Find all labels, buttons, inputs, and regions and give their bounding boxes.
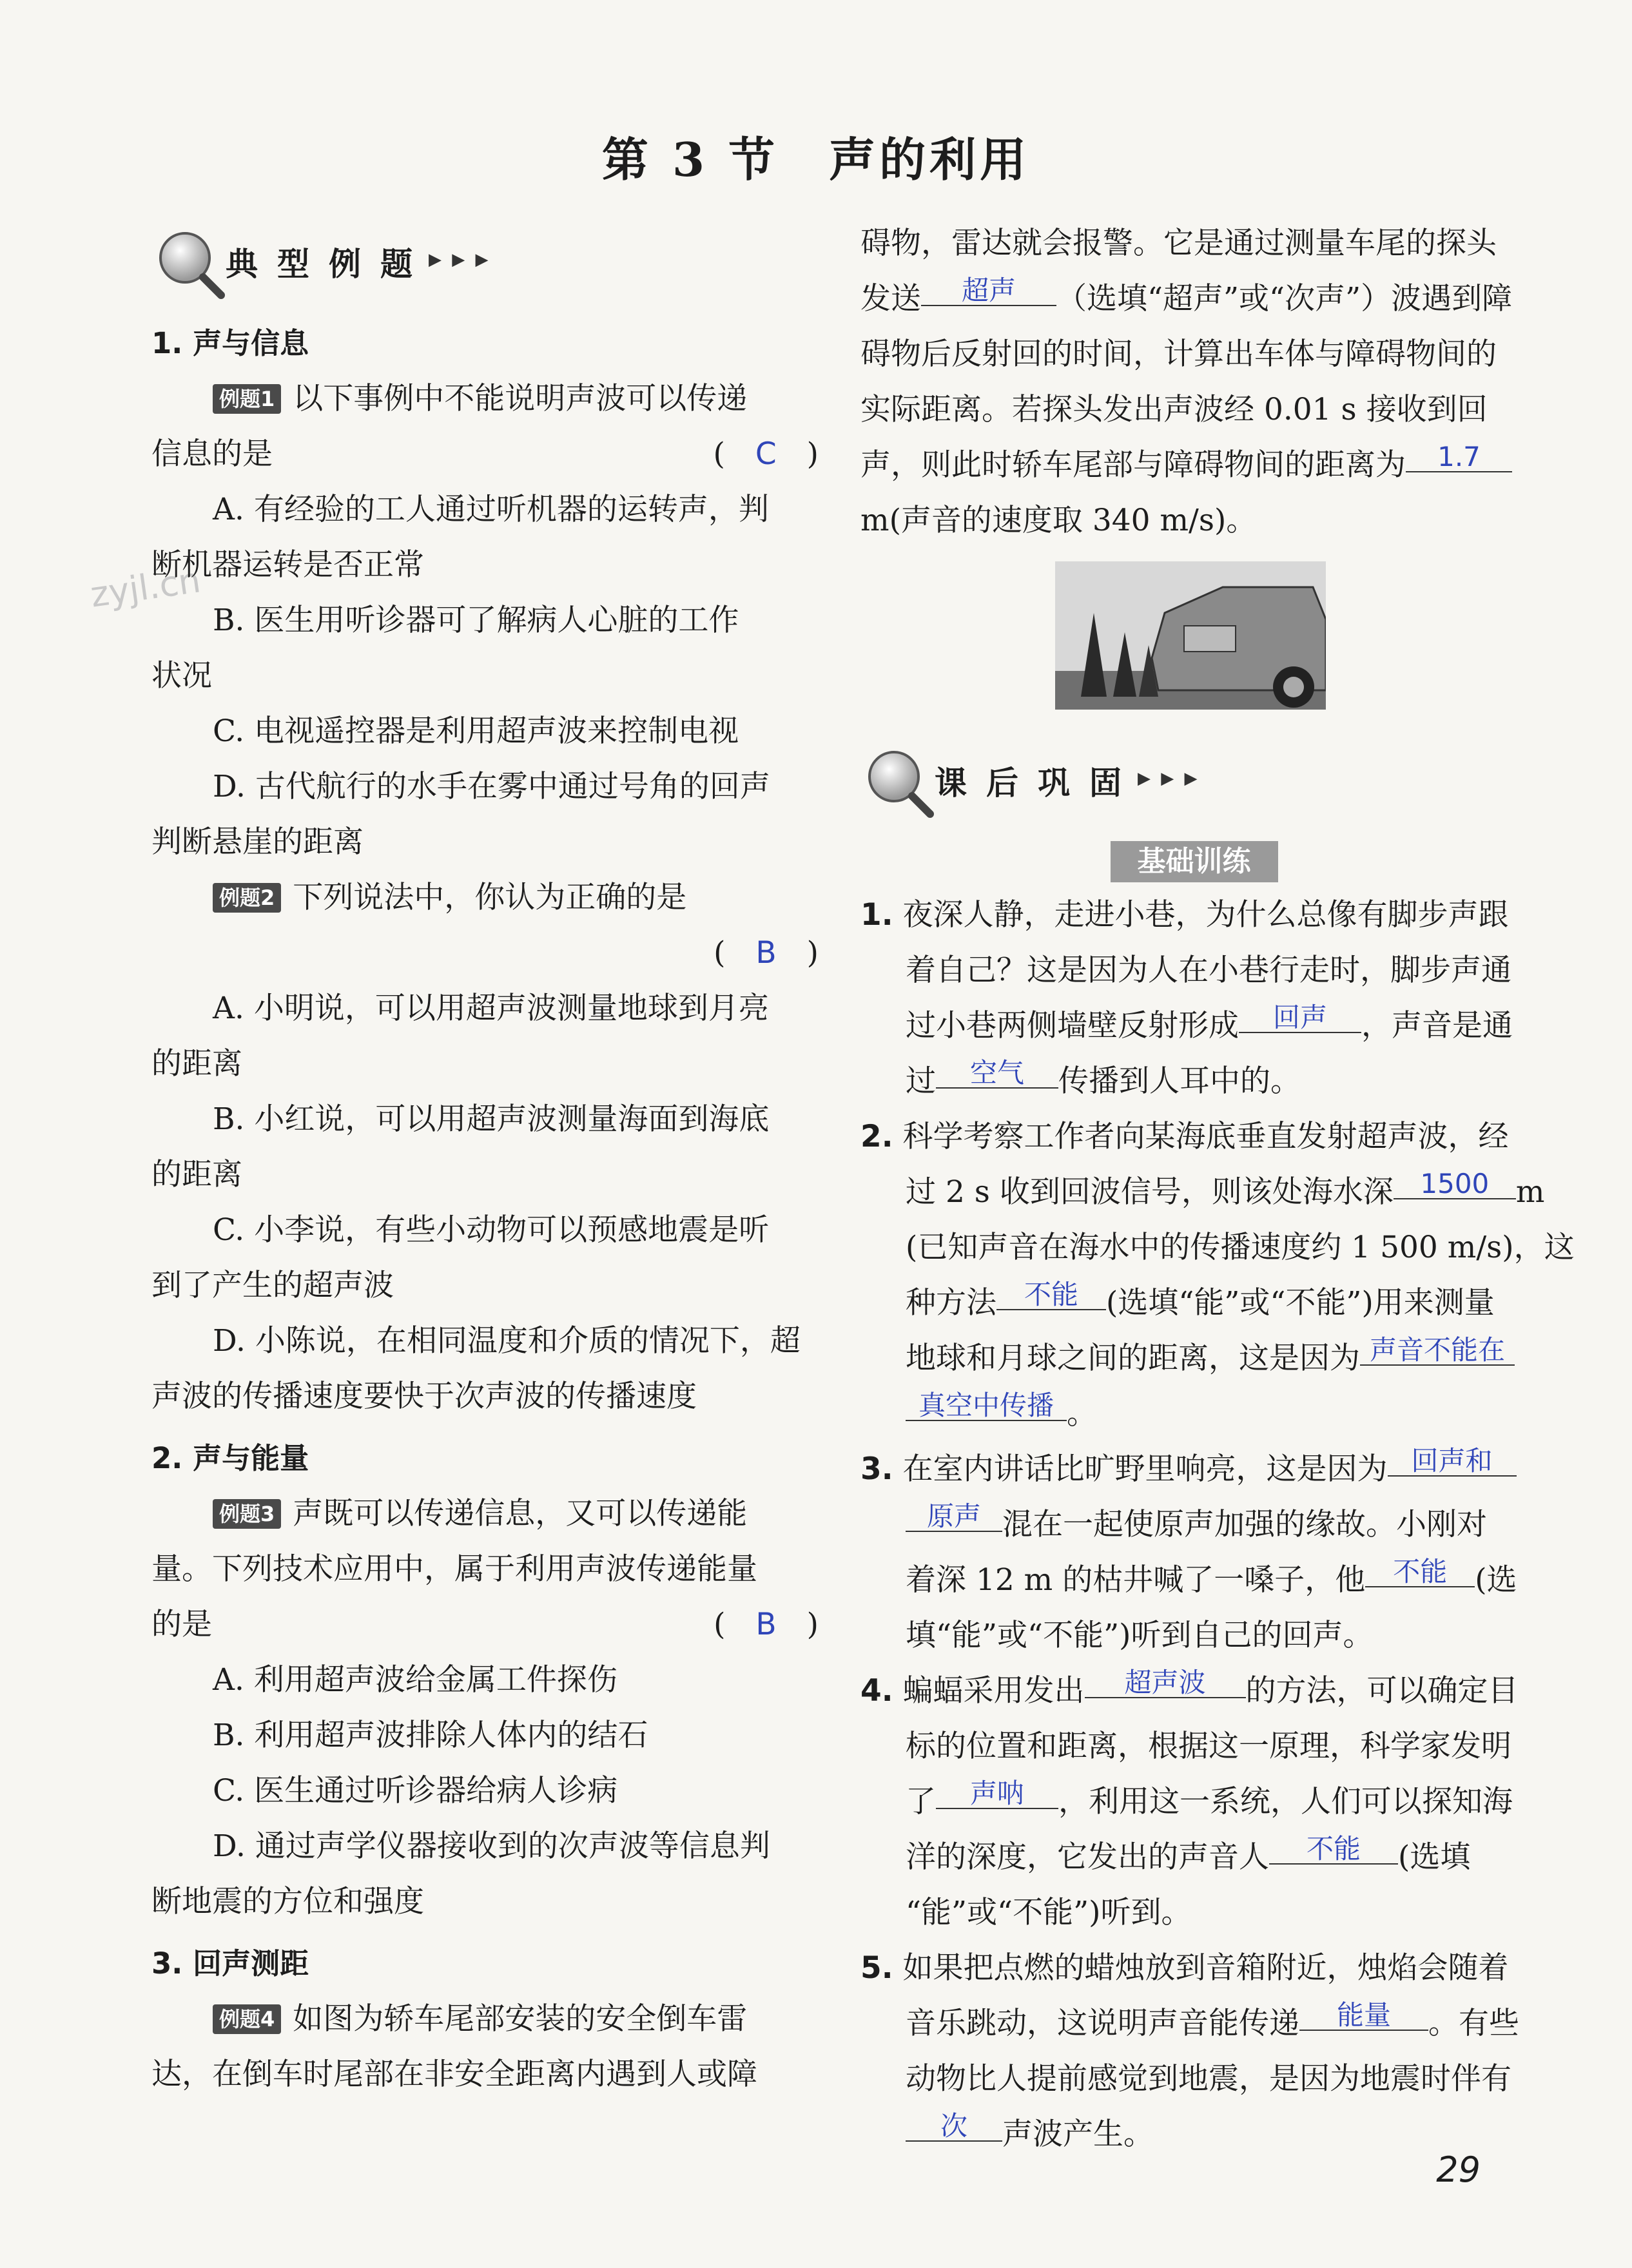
page-number: 29 [1436, 2149, 1481, 2190]
question-text: 种方法 [906, 1285, 996, 1321]
subsection-title: 3. 回声测距 [151, 1946, 309, 1981]
question-number: 4. [860, 1673, 893, 1709]
basic-training-tag: 基础训练 [1111, 841, 1278, 882]
question-text: 碍物，雷达就会报警。它是通过测量车尾的探头 [860, 226, 1497, 261]
option: C. 医生通过听诊器给病人诊病 [213, 1773, 618, 1808]
question-text: 碍物后反射回的时间，计算出车体与障碍物间的 [860, 336, 1497, 372]
option: D. 小陈说，在相同温度和介质的情况下，超 [213, 1323, 801, 1359]
question-number: 5. [860, 1950, 893, 1986]
answer-blank: 原声 [906, 1502, 1002, 1532]
option: A. 有经验的工人通过听机器的运转声，判 [213, 492, 769, 527]
question-text: 填“能”或“不能”)听到自己的回声。 [906, 1618, 1374, 1653]
left-column [151, 219, 819, 2102]
example-badge: 例题3 [213, 1499, 281, 1529]
question-text: “能”或“不能”)听到。 [906, 1895, 1192, 1930]
option: B. 医生用听诊器可了解病人心脏的工作 [213, 603, 739, 638]
example-badge: 例题1 [213, 384, 281, 414]
section-header-label: 课后巩固 [935, 764, 1141, 802]
question-number: 1. [860, 897, 893, 933]
question-text: 的是 [151, 1607, 212, 1642]
arrows-icon: ▶ ▶ ▶ [429, 250, 491, 269]
question-text: 传播到人耳中的。 [1058, 1063, 1301, 1099]
arrows-icon: ▶ ▶ ▶ [1138, 769, 1200, 788]
answer-blank: 不能 [1365, 1558, 1475, 1587]
question-text: 达，在倒车时尾部在非安全距离内遇到人或障 [151, 2057, 757, 2092]
option: 状况 [151, 658, 212, 693]
question-text: 夜深人静，走进小巷，为什么总像有脚步声跟 [902, 897, 1509, 933]
question-text: 信息的是 [151, 436, 273, 472]
option: B. 小红说，可以用超声波测量海面到海底 [213, 1101, 770, 1137]
question-text: 蝙蝠采用发出 [902, 1673, 1085, 1709]
question-text: 如图为轿车尾部安装的安全倒车雷 [293, 2001, 748, 2037]
question-text: 声，则此时轿车尾部与障碍物间的距离为 [860, 447, 1406, 483]
answer-blank: 空气 [936, 1059, 1058, 1089]
section-header-after-class [860, 738, 1528, 828]
answer-bracket: ( B ) [714, 1607, 819, 1642]
answer: B [755, 935, 777, 971]
answer-blank: 超声 [921, 276, 1056, 306]
question-text: 如果把点燃的蜡烛放到音箱附近，烛焰会随着 [902, 1950, 1509, 1986]
magnifier-icon [151, 226, 229, 303]
question-text: 。 [1067, 1396, 1097, 1431]
answer-blank: 声呐 [936, 1779, 1058, 1809]
answer-blank: 不能 [1269, 1835, 1398, 1865]
option: 的距离 [151, 1157, 242, 1192]
car-radar-image [1055, 561, 1326, 710]
answer-blank: 1500 [1394, 1170, 1516, 1199]
question-text: 在室内讲话比旷野里响亮，这是因为 [902, 1451, 1388, 1487]
question-text: 过 [906, 1063, 936, 1099]
question-number: 2. [860, 1119, 893, 1154]
option: A. 利用超声波给金属工件探伤 [213, 1662, 617, 1698]
answer-bracket: ( C ) [713, 436, 819, 472]
option: 断机器运转是否正常 [151, 547, 424, 583]
answer-blank: 回声 [1239, 1003, 1361, 1033]
option: 判断悬崖的距离 [151, 824, 364, 860]
question-text: 混在一起使原声加强的缘故。小刚对 [1002, 1507, 1487, 1542]
question-text: 过小巷两侧墙壁反射形成 [906, 1008, 1239, 1043]
subsection-title: 2. 声与能量 [151, 1441, 309, 1475]
question-text: 着自己？这是因为人在小巷行走时，脚步声通 [906, 953, 1511, 988]
question-text: 着深 12 m 的枯井喊了一嗓子，他 [906, 1562, 1366, 1598]
answer-blank: 超声波 [1085, 1669, 1246, 1698]
question-text: (已知声音在海水中的传播速度约 1 500 m/s)，这 [906, 1230, 1575, 1265]
question-text: (选填 [1398, 1839, 1471, 1875]
question-text: 科学考察工作者向某海底垂直发射超声波，经 [902, 1119, 1509, 1154]
option: D. 古代航行的水手在雾中通过号角的回声 [213, 769, 770, 804]
option: C. 电视遥控器是利用超声波来控制电视 [213, 713, 739, 749]
question-text: 以下事例中不能说明声波可以传递 [293, 381, 748, 416]
answer-blank: 不能 [996, 1281, 1106, 1310]
question-text: （选填“超声”或“次声”）波遇到障 [1056, 281, 1513, 316]
answer-blank: 声音不能在 [1360, 1336, 1515, 1366]
answer-blank: 回声和 [1388, 1447, 1517, 1477]
right-column [860, 216, 1575, 2162]
answer-blank: 1.7 [1406, 443, 1512, 472]
question-text: 下列说法中，你认为正确的是 [293, 880, 687, 915]
option: 到了产生的超声波 [151, 1268, 394, 1303]
answer-bracket: ( B ) [714, 935, 819, 971]
question-text: 实际距离。若探头发出声波经 0.01 s 接收到回 [860, 392, 1488, 427]
question-text: ，声音是通 [1361, 1008, 1513, 1043]
question-text: 了 [906, 1784, 936, 1819]
question-text: m(声音的速度取 340 m/s)。 [860, 503, 1257, 538]
question-text: (选填“能”或“不能”)用来测量 [1106, 1285, 1495, 1321]
example-badge: 例题4 [213, 2004, 281, 2034]
question-text: m [1515, 1174, 1545, 1210]
question-text: 音乐跳动，这说明声音能传递 [906, 2006, 1299, 2041]
option: 的距离 [151, 1046, 242, 1081]
option: D. 通过声学仪器接收到的次声波等信息判 [213, 1828, 770, 1864]
question-text: 声波产生。 [1002, 2117, 1154, 2152]
question-text: 标的位置和距离，根据这一原理，科学家发明 [906, 1729, 1511, 1764]
answer: C [755, 436, 777, 472]
question-text: 发送 [860, 281, 921, 316]
answer-blank: 真空中传播 [906, 1391, 1067, 1421]
question-text: 洋的深度，它发出的声音人 [906, 1839, 1269, 1875]
option: 声波的传播速度要快于次声波的传播速度 [151, 1379, 697, 1414]
question-text: 过 2 s 收到回波信号，则该处海水深 [906, 1174, 1394, 1210]
question-text: ，利用这一系统，人们可以探知海 [1058, 1784, 1513, 1819]
question-text: 地球和月球之间的距离，这是因为 [906, 1341, 1360, 1376]
watermark: zyjl.cn [88, 559, 203, 615]
option: 断地震的方位和强度 [151, 1884, 424, 1919]
answer: B [755, 1607, 777, 1642]
question-text: 。有些 [1428, 2006, 1519, 2041]
question-text: 量。下列技术应用中，属于利用声波传递能量 [151, 1551, 757, 1587]
question-text: (选 [1475, 1562, 1517, 1598]
question-text: 的方法，可以确定目 [1245, 1673, 1519, 1709]
option: C. 小李说，有些小动物可以预感地震是听 [213, 1212, 770, 1248]
question-text: 声既可以传递信息，又可以传递能 [293, 1496, 748, 1531]
subsection-title: 1. 声与信息 [151, 326, 309, 360]
answer-blank: 次 [906, 2112, 1002, 2142]
answer-blank: 能量 [1299, 2001, 1428, 2031]
option: B. 利用超声波排除人体内的结石 [213, 1718, 648, 1753]
magnifier-icon [860, 744, 938, 822]
question-text: 动物比人提前感觉到地震，是因为地震时伴有 [906, 2061, 1511, 2097]
section-header-label: 典型例题 [226, 246, 432, 283]
example-badge: 例题2 [213, 883, 281, 913]
section-header-typical-examples [151, 219, 819, 309]
page-title: 第 3 节 声的利用 [601, 132, 1031, 187]
option: A. 小明说，可以用超声波测量地球到月亮 [213, 991, 769, 1026]
question-number: 3. [860, 1451, 893, 1487]
